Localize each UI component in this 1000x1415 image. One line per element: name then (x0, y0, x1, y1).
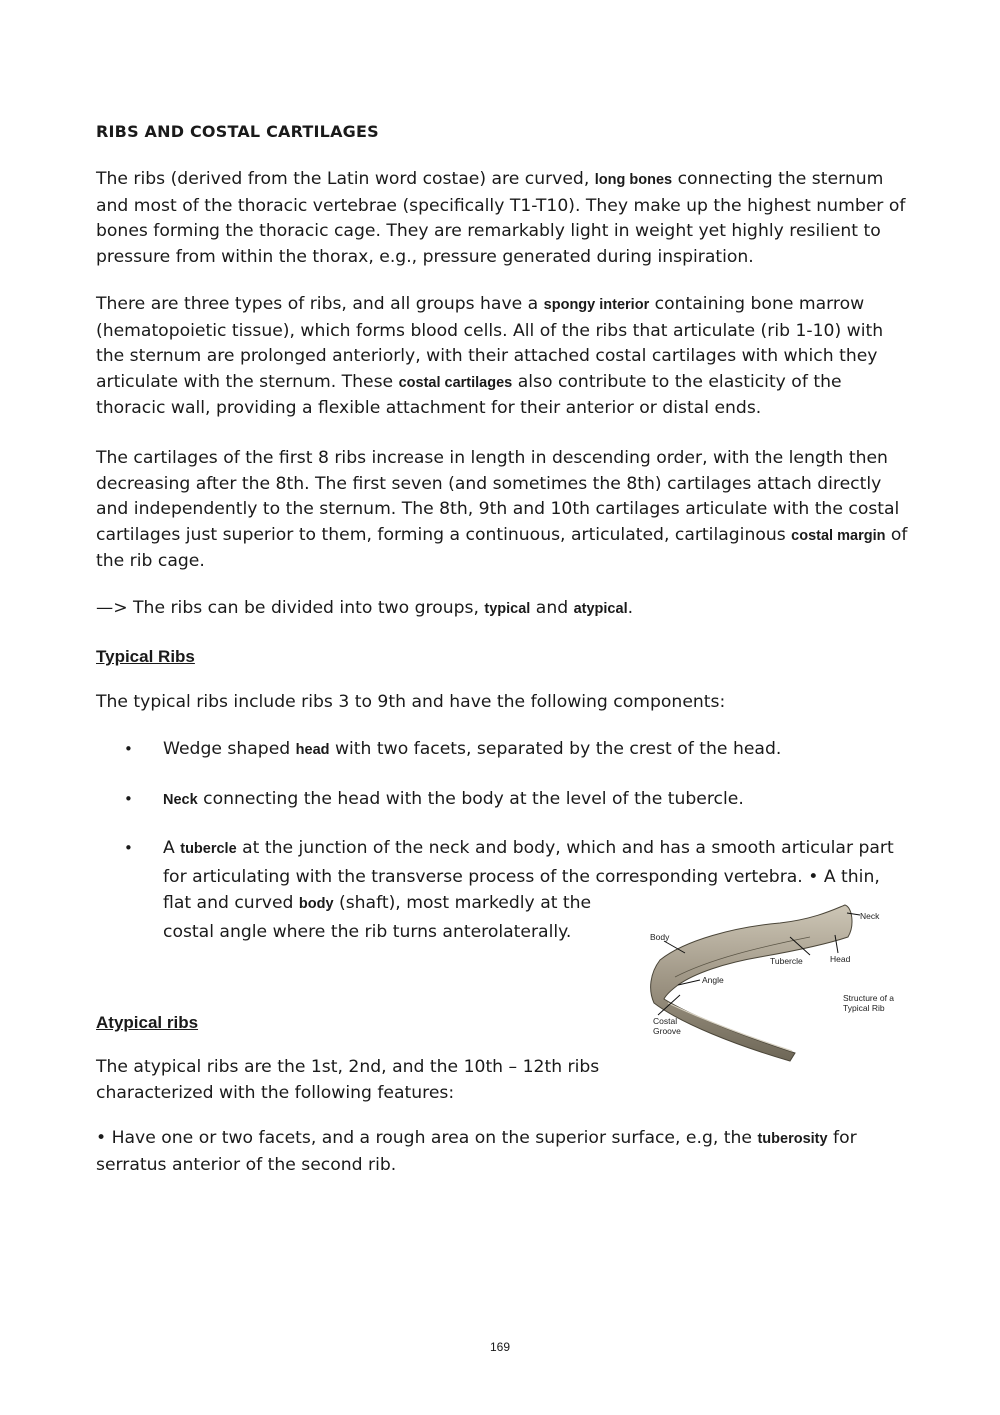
list-item-tubercle (163, 835, 894, 862)
figure-caption-line2: Typical Rib (843, 1003, 885, 1013)
term-tubercle: tubercle (180, 841, 237, 857)
bullet-2: • (124, 790, 133, 808)
term-spongy-interior: spongy interior (543, 297, 650, 313)
label-costal: Costal (653, 1016, 678, 1026)
paragraph-atypical-feature (96, 1126, 916, 1178)
list-item-tubercle-line2: for articulating with the transverse process of the corresponding vertebra. • A thin, (163, 867, 880, 887)
text: connecting the head with the body at the level of the tubercle. (197, 789, 744, 809)
text: with two facets, separated by the crest of the head. (329, 739, 782, 759)
text: The ribs (derived from the Latin word costae) are curved, (96, 169, 595, 189)
term-long-bones: long bones (594, 172, 673, 188)
costal-groove-line (668, 1003, 792, 1051)
text: A (163, 838, 181, 858)
bullet-1: • (124, 740, 133, 758)
text: • Have one or two facets, and a rough area on the superior surface, e.g, the (96, 1128, 758, 1148)
list-item-body-line2: costal angle where the rib turns anterolaterally. (163, 922, 572, 942)
list-item-neck (163, 786, 744, 813)
text: for serratus anterior of the second rib. (96, 1128, 857, 1175)
label-groove: Groove (653, 1026, 681, 1036)
term-neck: Neck (163, 792, 198, 808)
text: —> The ribs can be divided into two groups, (96, 598, 485, 618)
text: connecting the sternum and most of the thoracic vertebrae (specifically T1-T10). They make up the highest number of bones forming the thoracic cage. They are remarkably light in weight yet highly resilient to pressure from within the thorax, e.g., pressure generated during inspiration. (96, 169, 906, 267)
text: The cartilages of the first 8 ribs increase in length in descending order, with the length then decreasing after the 8th. The first seven (and sometimes the 8th) cartilages attach directly and independently to the sternum. The 8th, 9th and 10th cartilages articulate with the costal cartilages just superior to them, forming a continuous, articulated, cartilaginous (96, 448, 900, 545)
text: at the junction of the neck and body, which and has a smooth articular part (236, 838, 894, 858)
text: flat and curved (163, 893, 299, 913)
text: There are three types of ribs, and all groups have a (96, 294, 544, 314)
typical-rib-figure (640, 895, 910, 1065)
paragraph-atypical-intro-line1: The atypical ribs are the 1st, 2nd, and the 10th – 12th ribs (96, 1057, 600, 1077)
term-costal-margin: costal margin (791, 527, 886, 544)
label-neck: Neck (860, 911, 880, 921)
subheading-typical-ribs: Typical Ribs (96, 647, 195, 666)
label-tubercle: Tubercle (770, 956, 803, 966)
paragraph-typical-intro: The typical ribs include ribs 3 to 9th and have the following components: (96, 692, 726, 712)
text: containing bone marrow (hematopoietic tissue), which forms blood cells. All of the ribs that articulate (rib 1-10) with the sternum are prolonged anteriorly, with their attached costal cartilages with which they articulate with the sternum. These (96, 294, 884, 392)
text: also contribute to the elasticity of the thoracic wall, providing a flexible attachment for their anterior or distal ends. (96, 371, 842, 419)
subheading-atypical-ribs: Atypical ribs (96, 1013, 199, 1032)
text: of the rib cage. (96, 524, 908, 572)
term-costal-cartilages: costal cartilages (398, 374, 513, 391)
term-tuberosity: tuberosity (757, 1131, 828, 1147)
term-head: head (295, 742, 330, 758)
term-body: body (298, 896, 334, 912)
text: and (530, 598, 574, 618)
figure-caption-line1: Structure of a (843, 993, 895, 1003)
paragraph-ribs-intro (96, 167, 916, 270)
term-typical: typical (484, 601, 531, 617)
text: . (627, 598, 634, 618)
bullet-3: • (124, 839, 133, 857)
label-body: Body (650, 932, 670, 942)
page-number: 169 (489, 1340, 511, 1354)
paragraph-rib-types (96, 292, 916, 422)
paragraph-atypical-intro-line2: characterized with the following features: (96, 1083, 455, 1103)
label-head: Head (830, 954, 851, 964)
list-item-head (163, 736, 781, 763)
section-heading: RIBS AND COSTAL CARTILAGES (96, 122, 379, 141)
text: (shaft), most markedly at the (333, 893, 592, 913)
paragraph-cartilages (96, 446, 916, 575)
text: Wedge shaped (163, 739, 296, 759)
list-item-body (163, 890, 591, 917)
paragraph-rib-groups (96, 596, 916, 623)
label-angle: Angle (702, 975, 724, 985)
term-atypical: atypical (573, 601, 628, 617)
